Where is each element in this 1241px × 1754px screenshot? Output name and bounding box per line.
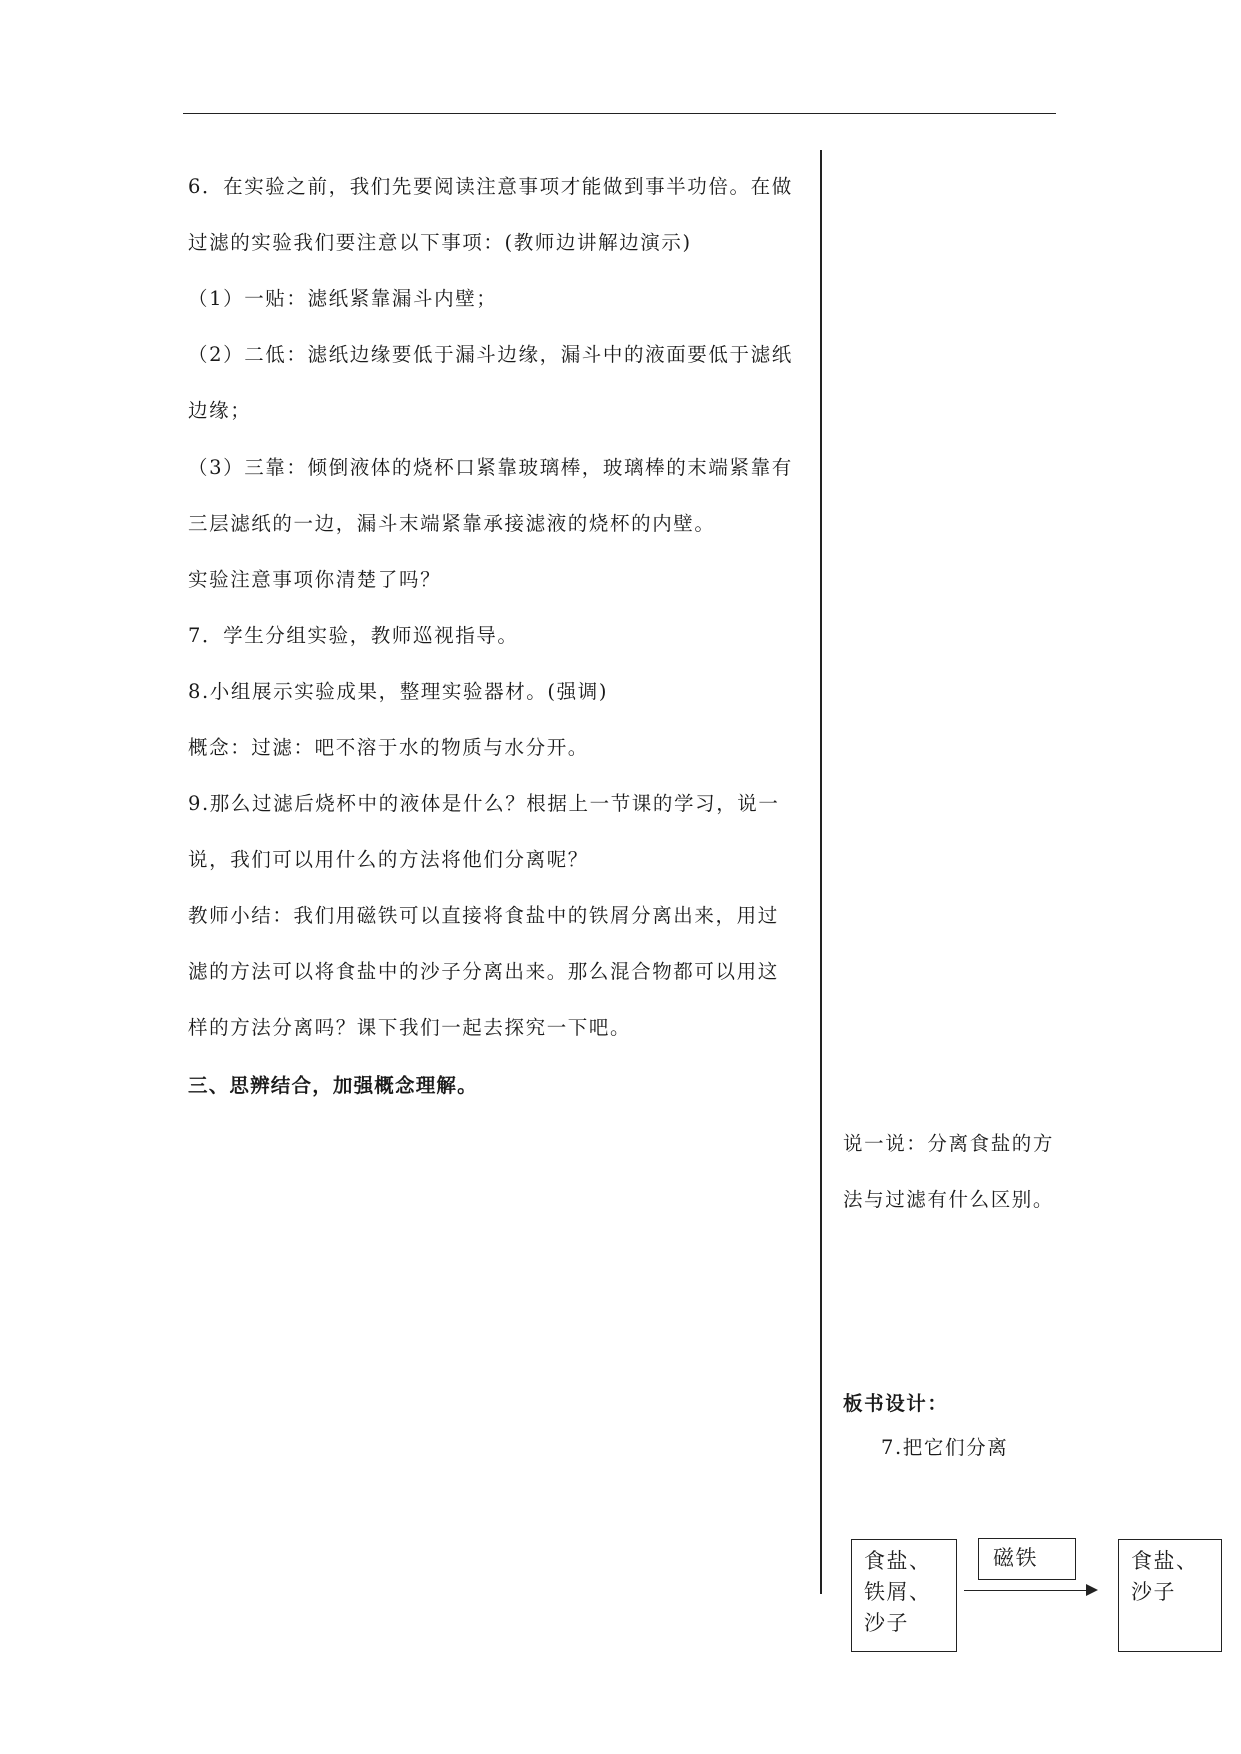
paragraph-line: 6．在实验之前，我们先要阅读注意事项才能做到事半功倍。在做 — [188, 175, 793, 198]
side-prompt-line: 法与过滤有什么区别。 — [843, 1188, 1055, 1211]
arrow-line — [964, 1590, 1094, 1591]
paragraph-line: 样的方法分离吗？课下我们一起去探究一下吧。 — [188, 1016, 632, 1039]
paragraph-line: 过滤的实验我们要注意以下事项：(教师边讲解边演示) — [188, 231, 692, 254]
result-item: 沙子 — [1131, 1580, 1176, 1604]
arrow-head-icon — [1086, 1584, 1098, 1596]
paragraph-line: 实验注意事项你清楚了吗？ — [188, 568, 442, 591]
paragraph-line: （1）一贴：滤纸紧靠漏斗内壁； — [188, 287, 498, 310]
header-rule — [183, 113, 1056, 114]
board-design-title: 板书设计： — [843, 1392, 949, 1415]
paragraph-line: 边缘； — [188, 399, 252, 422]
paragraph-line: 三层滤纸的一边，漏斗末端紧靠承接滤液的烧杯的内壁。 — [188, 512, 716, 535]
section-heading: 三、思辨结合，加强概念理解。 — [188, 1074, 478, 1097]
side-prompt-line: 说一说：分离食盐的方 — [843, 1132, 1055, 1155]
paragraph-line: 教师小结：我们用磁铁可以直接将食盐中的铁屑分离出来，用过 — [188, 904, 779, 927]
paragraph-line: 滤的方法可以将食盐中的沙子分离出来。那么混合物都可以用这 — [188, 960, 779, 983]
mixture-box — [851, 1539, 957, 1652]
column-divider — [820, 150, 822, 1594]
result-box — [1118, 1539, 1222, 1652]
paragraph-line: 7．学生分组实验，教师巡视指导。 — [188, 624, 519, 647]
board-design-subtitle: 7.把它们分离 — [881, 1436, 1009, 1459]
paragraph-line: （2）二低：滤纸边缘要低于漏斗边缘，漏斗中的液面要低于滤纸 — [188, 343, 793, 366]
mixture-item: 食盐、 — [864, 1549, 932, 1573]
mixture-item: 铁屑、 — [864, 1580, 932, 1604]
magnet-label-box — [978, 1538, 1076, 1580]
mixture-item: 沙子 — [864, 1611, 909, 1635]
paragraph-line: 8.小组展示实验成果，整理实验器材。(强调) — [188, 680, 609, 703]
paragraph-line: （3）三靠：倾倒液体的烧杯口紧靠玻璃棒，玻璃棒的末端紧靠有 — [188, 456, 793, 479]
magnet-label: 磁铁 — [993, 1546, 1038, 1570]
paragraph-line: 说，我们可以用什么的方法将他们分离呢？ — [188, 848, 589, 871]
result-item: 食盐、 — [1131, 1549, 1199, 1573]
paragraph-line: 9.那么过滤后烧杯中的液体是什么？根据上一节课的学习，说一 — [188, 792, 780, 815]
paragraph-line: 概念：过滤：吧不溶于水的物质与水分开。 — [188, 736, 589, 759]
